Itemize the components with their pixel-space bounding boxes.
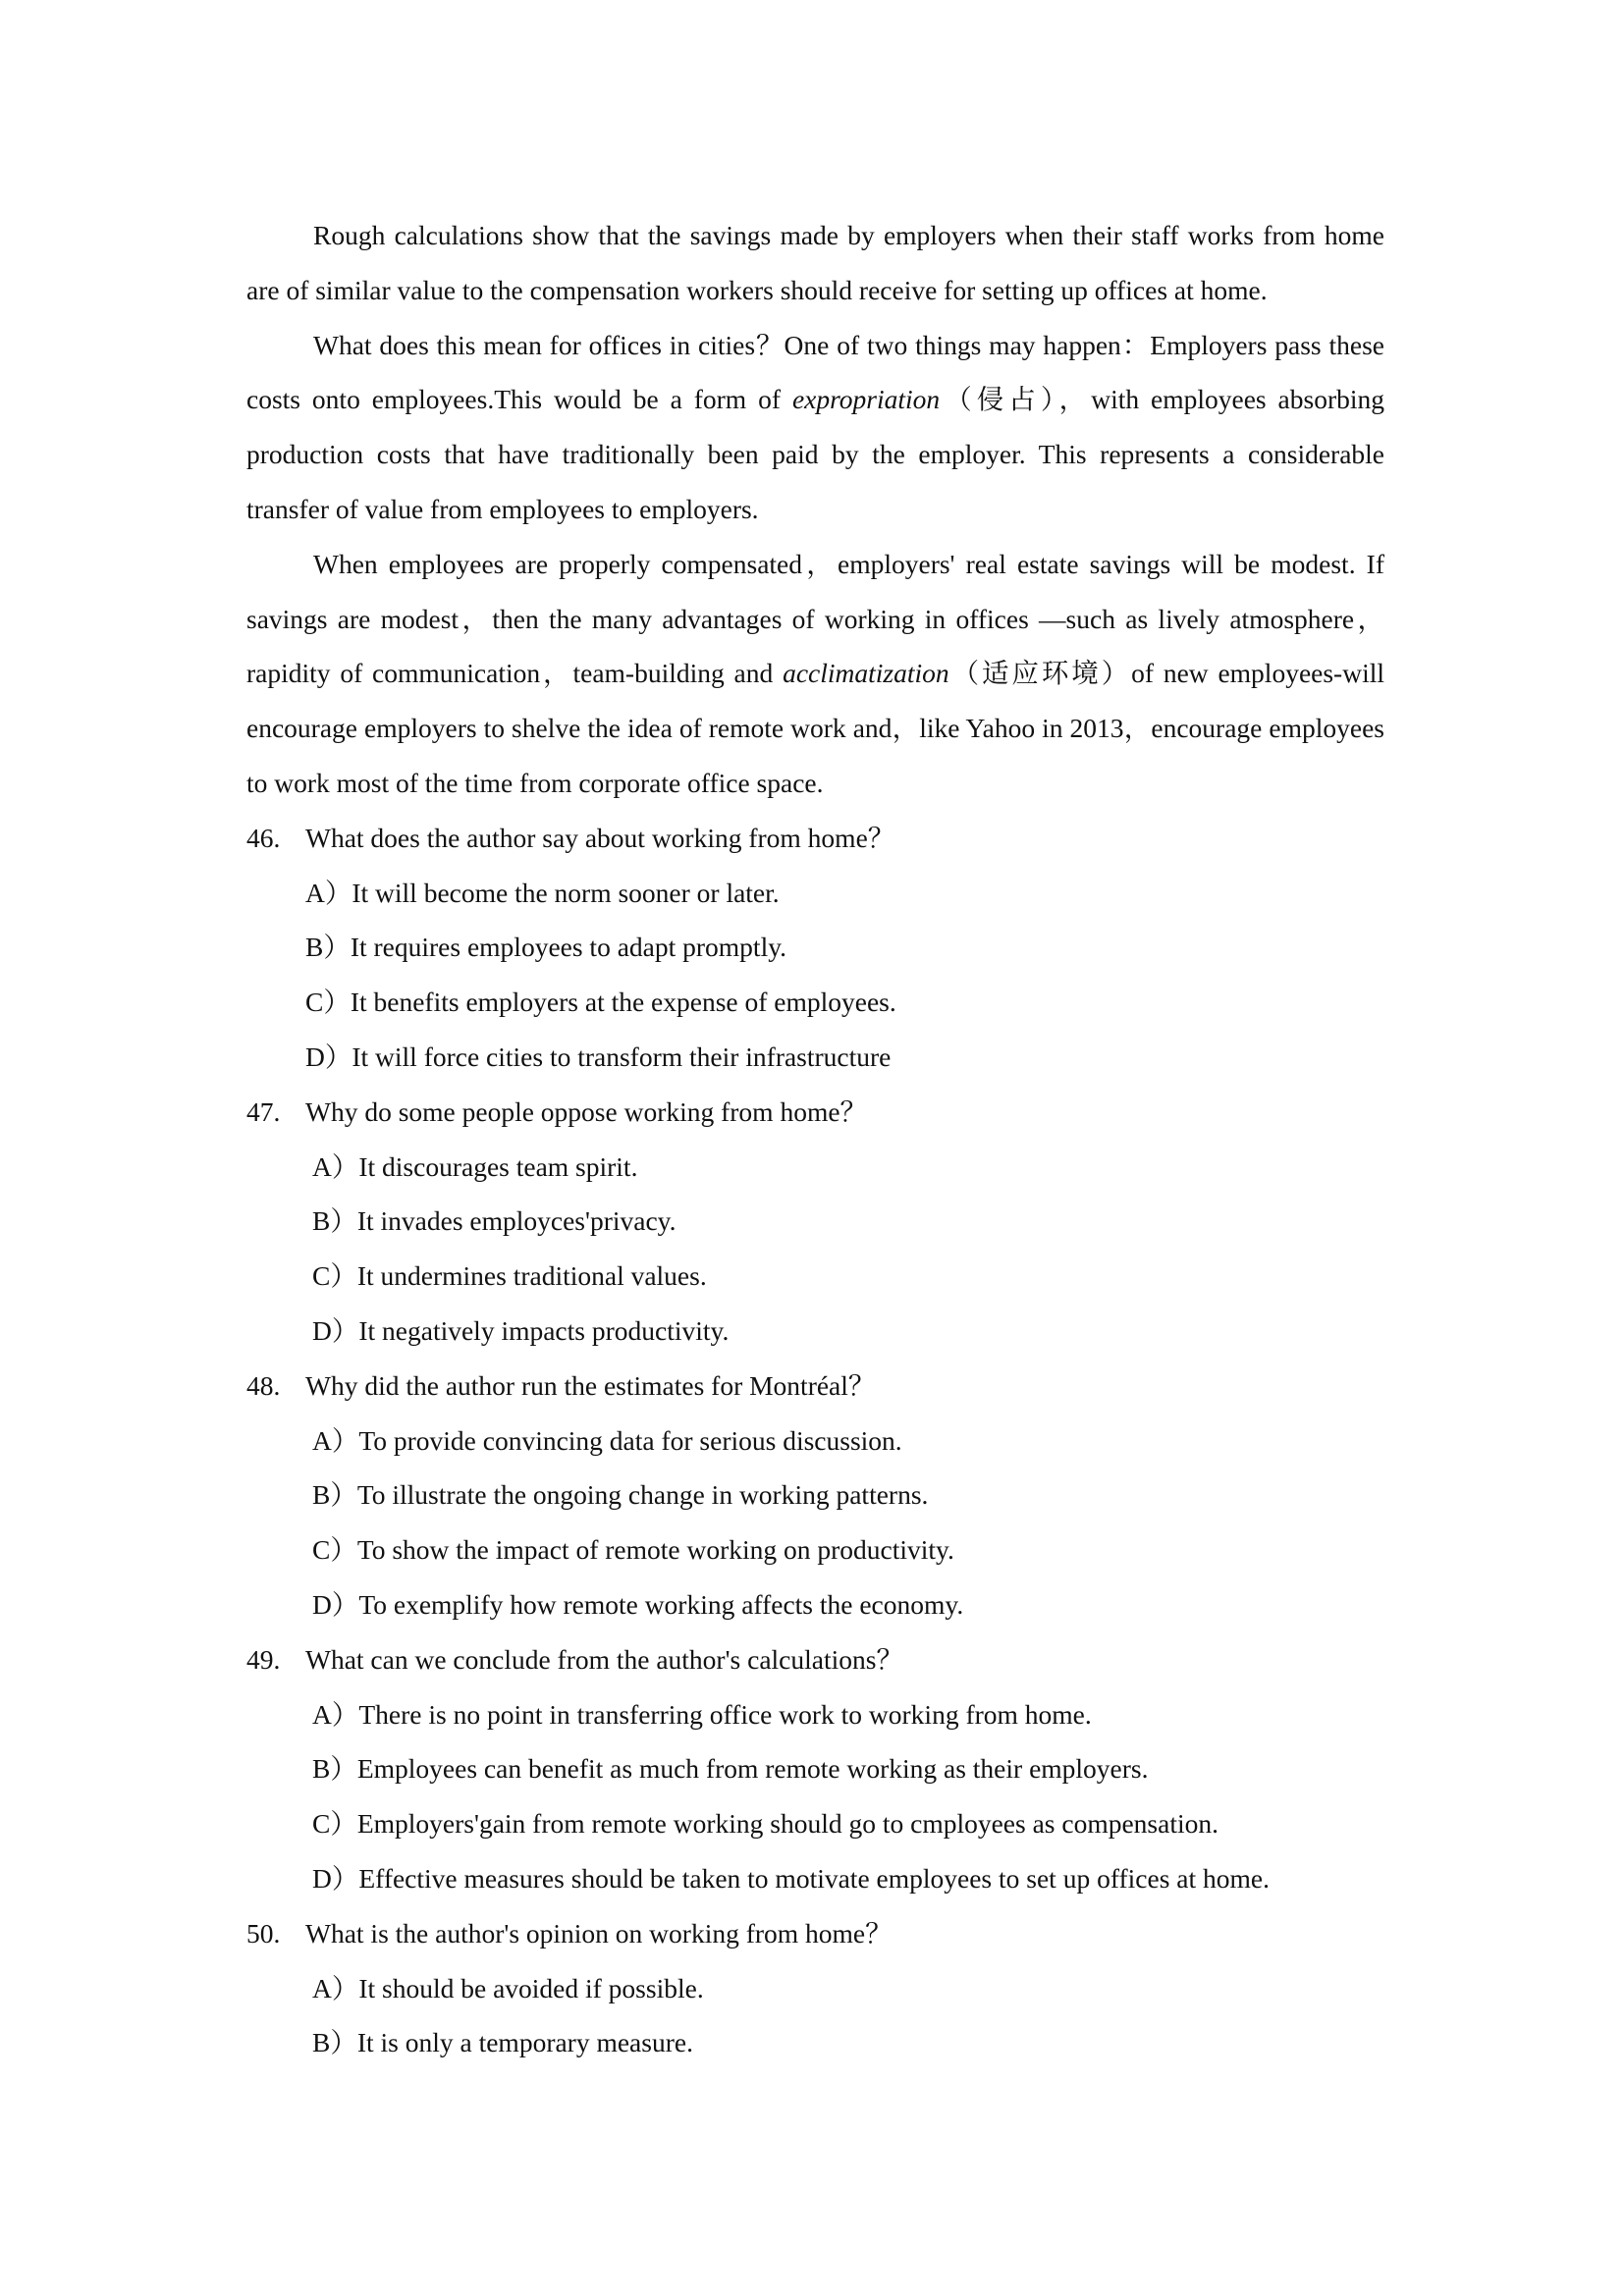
question-stem [246,1906,1384,1961]
term-expropriation: expropriation [791,384,941,415]
passage-paragraph-1-text: Rough calculations show that the savings made by employers when their staff works from home are of similar value to the compensation workers should receive for setting up offices at home. [246,220,1384,305]
question-text: Why do some people oppose working from home？ [305,1095,868,1127]
option-c: C）To show the impact of remote working on productivity. [312,1534,954,1566]
document-page [246,208,1384,2070]
option-a: A）It will become the norm sooner or later. [305,877,780,908]
option-b: B）It requires employees to adapt promptly. [305,932,787,963]
question-number: 48. [246,1369,281,1401]
passage-paragraph-3-text-end: （适应环境）of new employees-will encourage employers to shelve the idea of remote work and，like Yahoo in 2013，encourage employees to work most of the time from corporate office space. [246,658,1384,798]
option-d: D）It negatively impacts productivity. [312,1314,730,1346]
option-d: D）To exemplify how remote working affects the economy. [312,1588,964,1620]
option-a: A）To provide convincing data for serious discussion. [312,1424,902,1456]
question-number: 47. [246,1095,281,1127]
passage-paragraph-1 [246,208,1384,318]
option-a: A）There is no point in transferring office work to working from home. [312,1698,1092,1730]
option-b: B）To illustrate the ongoing change in working patterns. [312,1479,929,1511]
question-stem [246,1085,1384,1140]
option-b: B）Employees can benefit as much from remote working as their employers. [312,1753,1149,1785]
option-c: C）Employers'gain from remote working should go to cmployees as compensation. [312,1808,1218,1840]
option-b: B）It is only a temporary measure. [312,2027,693,2058]
passage-paragraph-2 [246,318,1384,537]
question-number: 46. [246,822,281,853]
question-text: What can we conclude from the author's calculations？ [305,1643,903,1675]
question-number: 50. [246,1917,281,1949]
option-a: A）It discourages team spirit. [312,1150,638,1182]
question-47 [246,1085,1384,1359]
question-stem [246,811,1384,866]
question-text: What does the author say about working from home？ [305,822,895,853]
question-stem [246,1359,1384,1414]
question-stem [246,1632,1384,1687]
question-46 [246,811,1384,1085]
option-b: B）It invades employces'privacy. [312,1205,677,1237]
passage-paragraph-3-text-start: When employees are properly compensated，employers' real estate savings will be modest. If savings are modest，then the many advantages of working in offices —such as lively atmosphere，rapidity of communication，team-building and [246,548,1384,689]
option-c: C）It undermines traditional values. [312,1260,707,1292]
question-text: Why did the author run the estimates for Montréal？ [305,1369,876,1401]
option-c: C）It benefits employers at the expense of employees. [305,987,896,1018]
option-a: A）It should be avoided if possible. [312,1972,704,2003]
passage-paragraph-2-text-end: （侵占），with employees absorbing production costs that have traditionally been paid by the employer. This represents a considerable transfer of value from employees to employers. [246,384,1385,524]
option-d: D）It will force cities to transform their infrastructure [305,1041,892,1072]
question-49 [246,1632,1384,1906]
passage-paragraph-2-text-start: What does this mean for offices in cities？One of two things may happen：Employers pass these costs onto employees.This would be a form of [246,329,1384,415]
question-48 [246,1359,1384,1632]
option-d: D）Effective measures should be taken to motivate employees to set up offices at home. [312,1862,1270,1894]
question-number: 49. [246,1643,281,1675]
term-acclimatization: acclimatization [783,658,949,689]
question-text: What is the author's opinion on working from home？ [305,1917,893,1949]
question-50 [246,1906,1384,2070]
passage-paragraph-3 [246,537,1384,811]
